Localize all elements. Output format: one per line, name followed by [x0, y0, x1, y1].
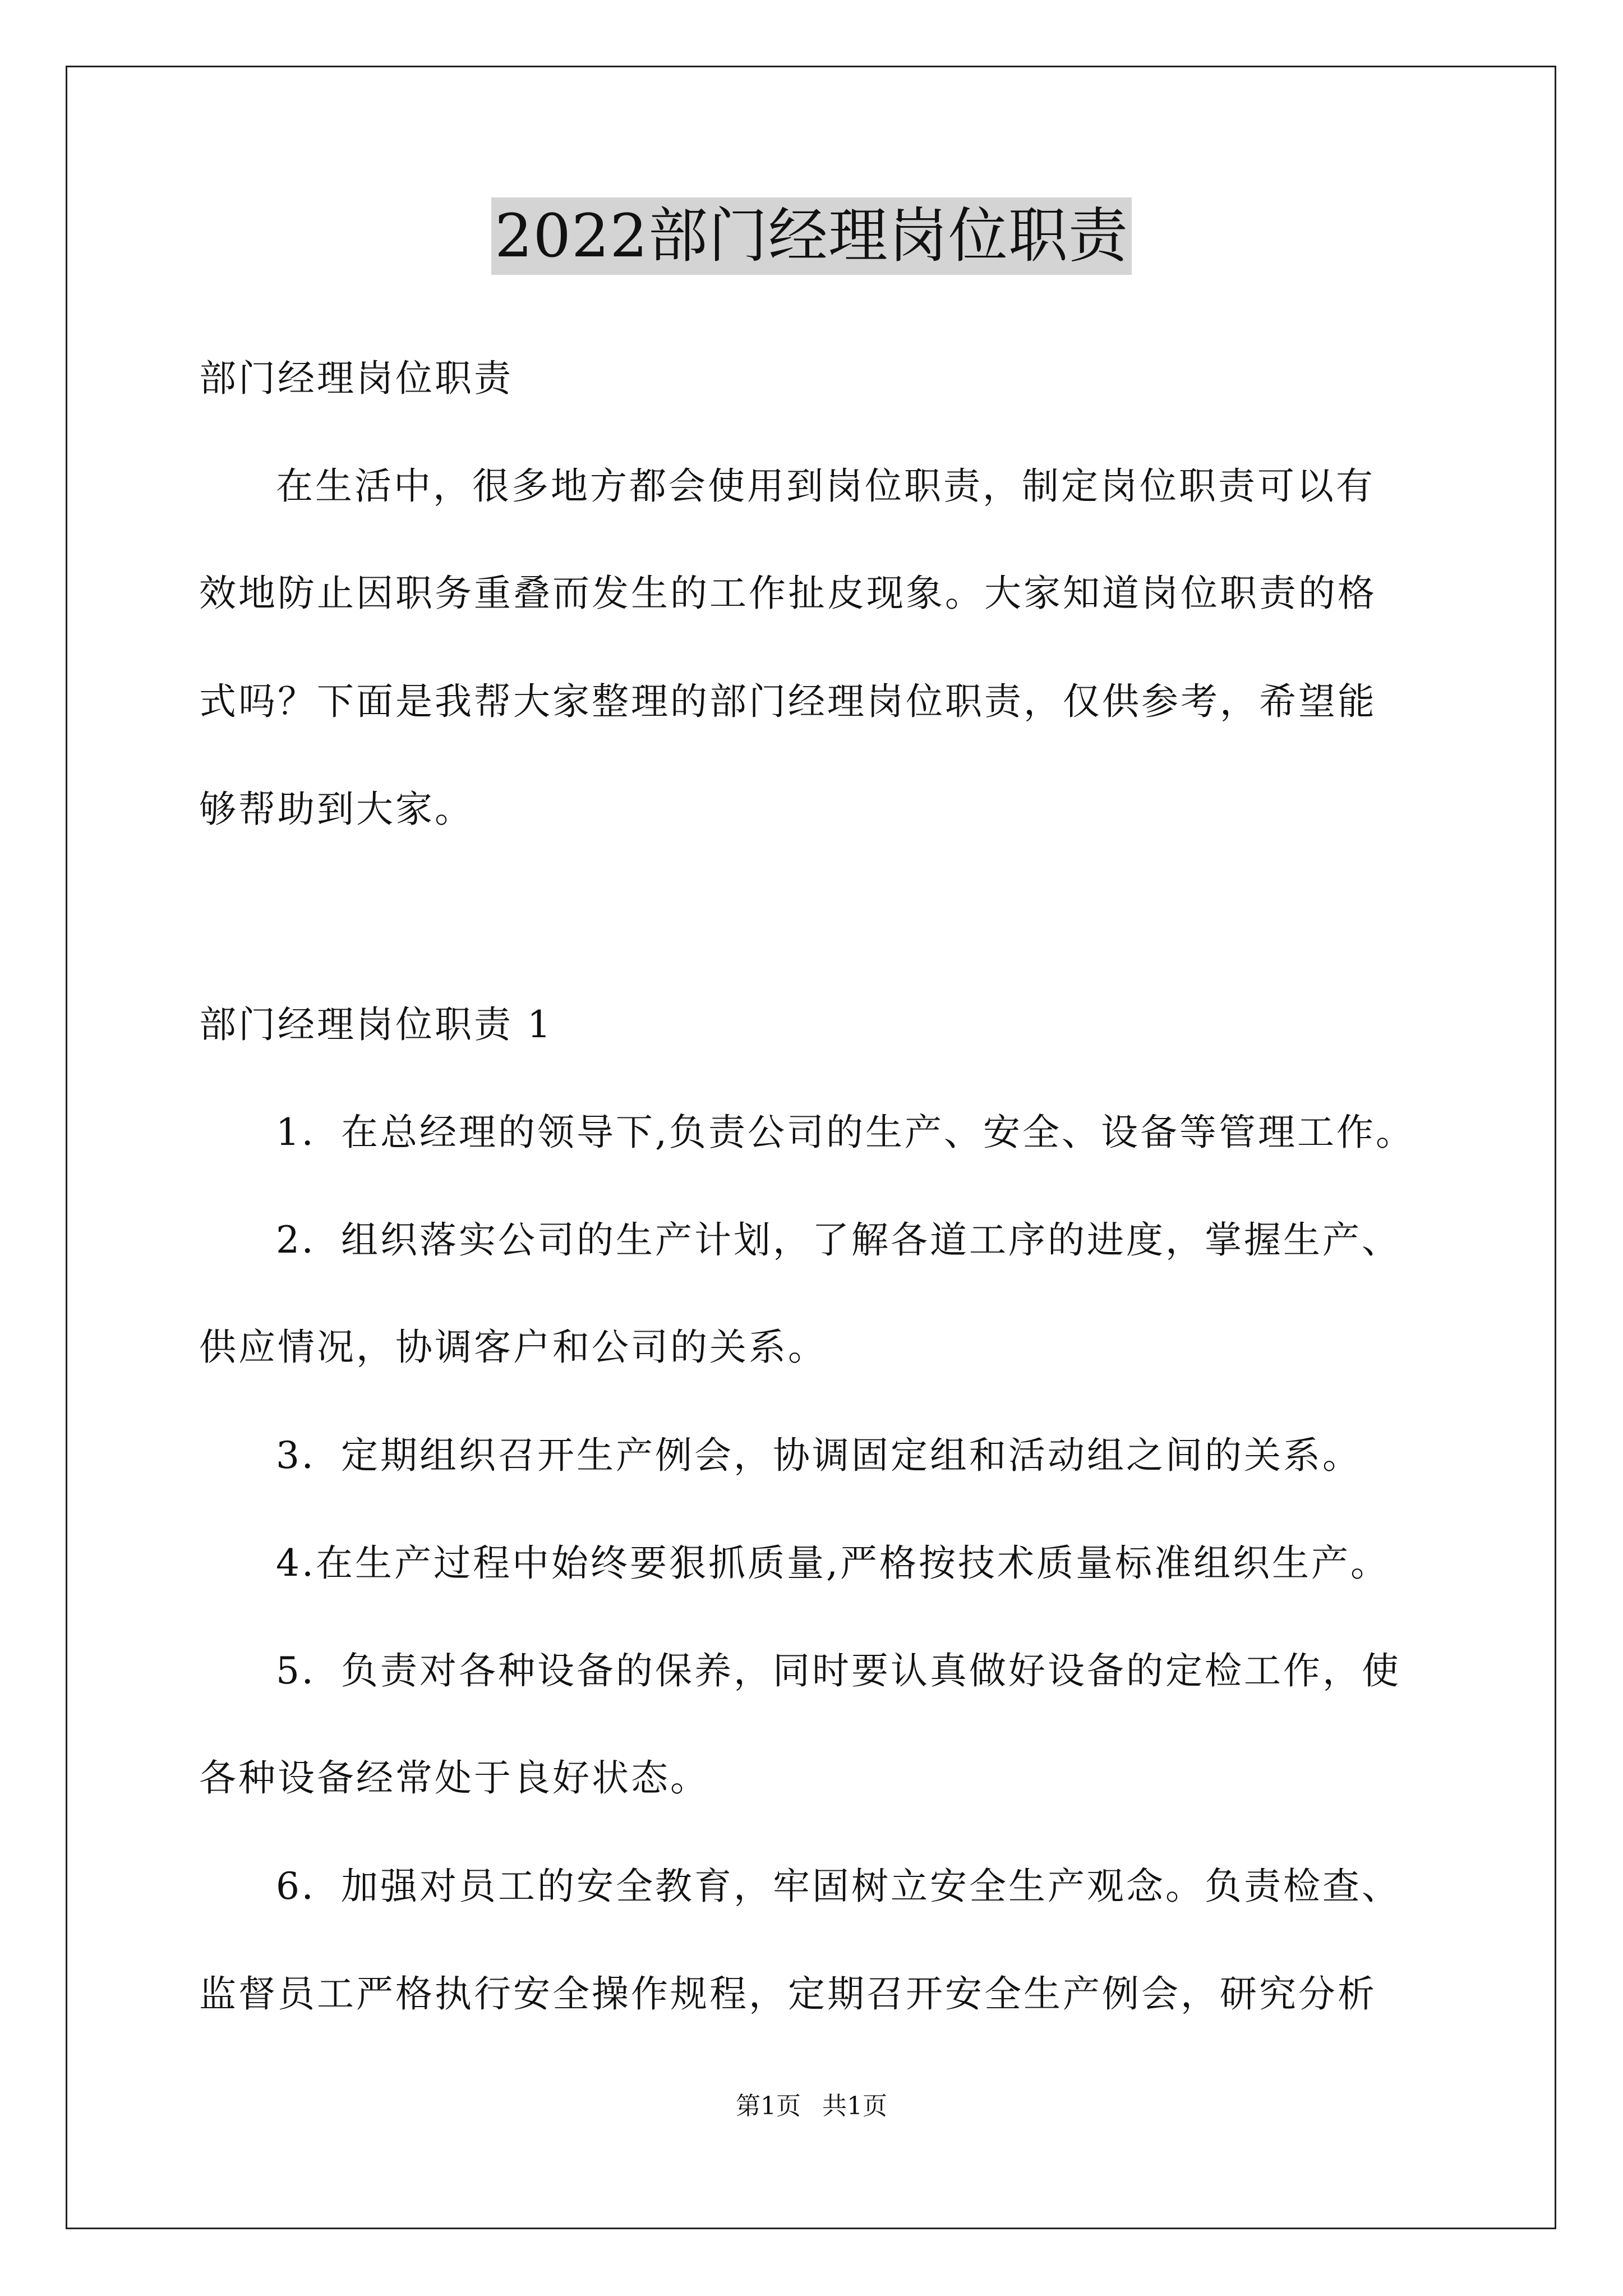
- duty-item-continued: 监督员工严格执行安全操作规程，定期召开安全生产例会，研究分析: [199, 1972, 1377, 2016]
- duty-item-continued: 各种设备经常处于良好状态。: [199, 1756, 709, 1800]
- page-number-total: 共1页: [822, 2092, 887, 2120]
- duty-item: 1．在总经理的领导下,负责公司的生产、安全、设备等管理工作。: [276, 1111, 1415, 1154]
- page-footer: [0, 2090, 1623, 2123]
- duty-item: 4.在生产过程中始终要狠抓质量,严格按技术质量标准组织生产。: [276, 1542, 1390, 1585]
- intro-line: 式吗？下面是我帮大家整理的部门经理岗位职责，仅供参考，希望能: [199, 680, 1377, 723]
- duty-item-continued: 供应情况，协调客户和公司的关系。: [199, 1326, 827, 1369]
- duty-item: 3．定期组织召开生产例会，协调固定组和活动组之间的关系。: [276, 1434, 1362, 1477]
- intro-line: 够帮助到大家。: [199, 788, 474, 831]
- duty-item: 5．负责对各种设备的保养，同时要认真做好设备的定检工作，使: [276, 1649, 1401, 1692]
- page-number-current: 第1页: [736, 2092, 801, 2120]
- document-title: 2022部门经理岗位职责: [491, 197, 1132, 275]
- duty-item: 2．组织落实公司的生产计划，了解各道工序的进度，掌握生产、: [276, 1218, 1401, 1262]
- title-container: [0, 197, 1623, 275]
- document-subtitle: 部门经理岗位职责: [199, 357, 513, 400]
- intro-line: 效地防止因职务重叠而发生的工作扯皮现象。大家知道岗位职责的格: [199, 572, 1377, 615]
- duty-item: 6．加强对员工的安全教育，牢固树立安全生产观念。负责检查、: [276, 1865, 1401, 1908]
- section-heading: 部门经理岗位职责 1: [199, 1003, 553, 1046]
- intro-line: 在生活中，很多地方都会使用到岗位职责，制定岗位职责可以有: [276, 464, 1375, 508]
